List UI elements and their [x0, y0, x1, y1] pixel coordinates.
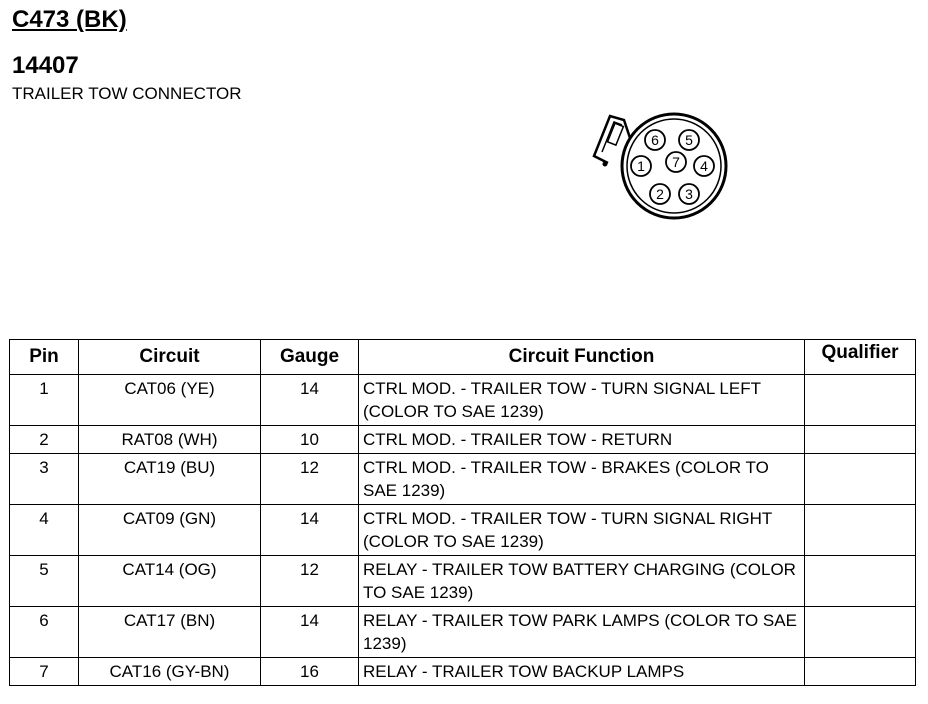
function-cell: RELAY - TRAILER TOW BATTERY CHARGING (COLOR TO SAE 1239): [359, 556, 805, 607]
pin-label-6: 6: [651, 132, 659, 148]
function-cell: CTRL MOD. - TRAILER TOW - BRAKES (COLOR TO SAE 1239): [359, 454, 805, 505]
gauge-cell: 14: [261, 375, 359, 426]
qualifier-cell: [805, 658, 916, 686]
pin-cell: 7: [10, 658, 79, 686]
qualifier-cell: [805, 556, 916, 607]
header-circuit: Circuit: [79, 340, 261, 375]
gauge-cell: 10: [261, 426, 359, 454]
pin-cell: 5: [10, 556, 79, 607]
circuit-cell: CAT19 (BU): [79, 454, 261, 505]
gauge-cell: 14: [261, 607, 359, 658]
table-header-row: [10, 340, 916, 375]
pin-label-3: 3: [685, 186, 693, 202]
qualifier-cell: [805, 426, 916, 454]
connector-id: C473 (BK): [12, 6, 127, 33]
pin-cell: 3: [10, 454, 79, 505]
pin-cell: 2: [10, 426, 79, 454]
pinout-table: [9, 339, 916, 686]
gauge-cell: 12: [261, 454, 359, 505]
table-row: [10, 607, 916, 658]
pin-label-1: 1: [637, 158, 645, 174]
function-cell: RELAY - TRAILER TOW BACKUP LAMPS: [359, 658, 805, 686]
table-row: [10, 454, 916, 505]
circuit-cell: CAT14 (OG): [79, 556, 261, 607]
pin-cell: 6: [10, 607, 79, 658]
function-cell: RELAY - TRAILER TOW PARK LAMPS (COLOR TO SAE 1239): [359, 607, 805, 658]
pin-label-4: 4: [700, 158, 708, 174]
header-qualifier: Qualifier: [805, 340, 916, 375]
function-cell: CTRL MOD. - TRAILER TOW - TURN SIGNAL RIGHT (COLOR TO SAE 1239): [359, 505, 805, 556]
table-row: [10, 505, 916, 556]
function-cell: CTRL MOD. - TRAILER TOW - TURN SIGNAL LEFT (COLOR TO SAE 1239): [359, 375, 805, 426]
table-row: [10, 556, 916, 607]
header-gauge: Gauge: [261, 340, 359, 375]
circuit-cell: CAT17 (BN): [79, 607, 261, 658]
table-row: [10, 375, 916, 426]
circuit-cell: RAT08 (WH): [79, 426, 261, 454]
function-cell: CTRL MOD. - TRAILER TOW - RETURN: [359, 426, 805, 454]
connector-description: TRAILER TOW CONNECTOR: [12, 84, 242, 103]
header-circuit-function: Circuit Function: [359, 340, 805, 375]
part-number: 14407: [12, 52, 79, 79]
qualifier-cell: [805, 375, 916, 426]
circuit-cell: CAT06 (YE): [79, 375, 261, 426]
circuit-cell: CAT09 (GN): [79, 505, 261, 556]
pin-cell: 4: [10, 505, 79, 556]
pin-label-7: 7: [672, 154, 680, 170]
gauge-cell: 14: [261, 505, 359, 556]
qualifier-cell: [805, 454, 916, 505]
table-row: [10, 658, 916, 686]
pin-label-2: 2: [656, 186, 664, 202]
gauge-cell: 16: [261, 658, 359, 686]
qualifier-cell: [805, 607, 916, 658]
table-row: [10, 426, 916, 454]
pin-cell: 1: [10, 375, 79, 426]
pin-label-5: 5: [685, 132, 693, 148]
header-pin: Pin: [10, 340, 79, 375]
gauge-cell: 12: [261, 556, 359, 607]
qualifier-cell: [805, 505, 916, 556]
circuit-cell: CAT16 (GY-BN): [79, 658, 261, 686]
connector-face-diagram: [588, 108, 738, 228]
